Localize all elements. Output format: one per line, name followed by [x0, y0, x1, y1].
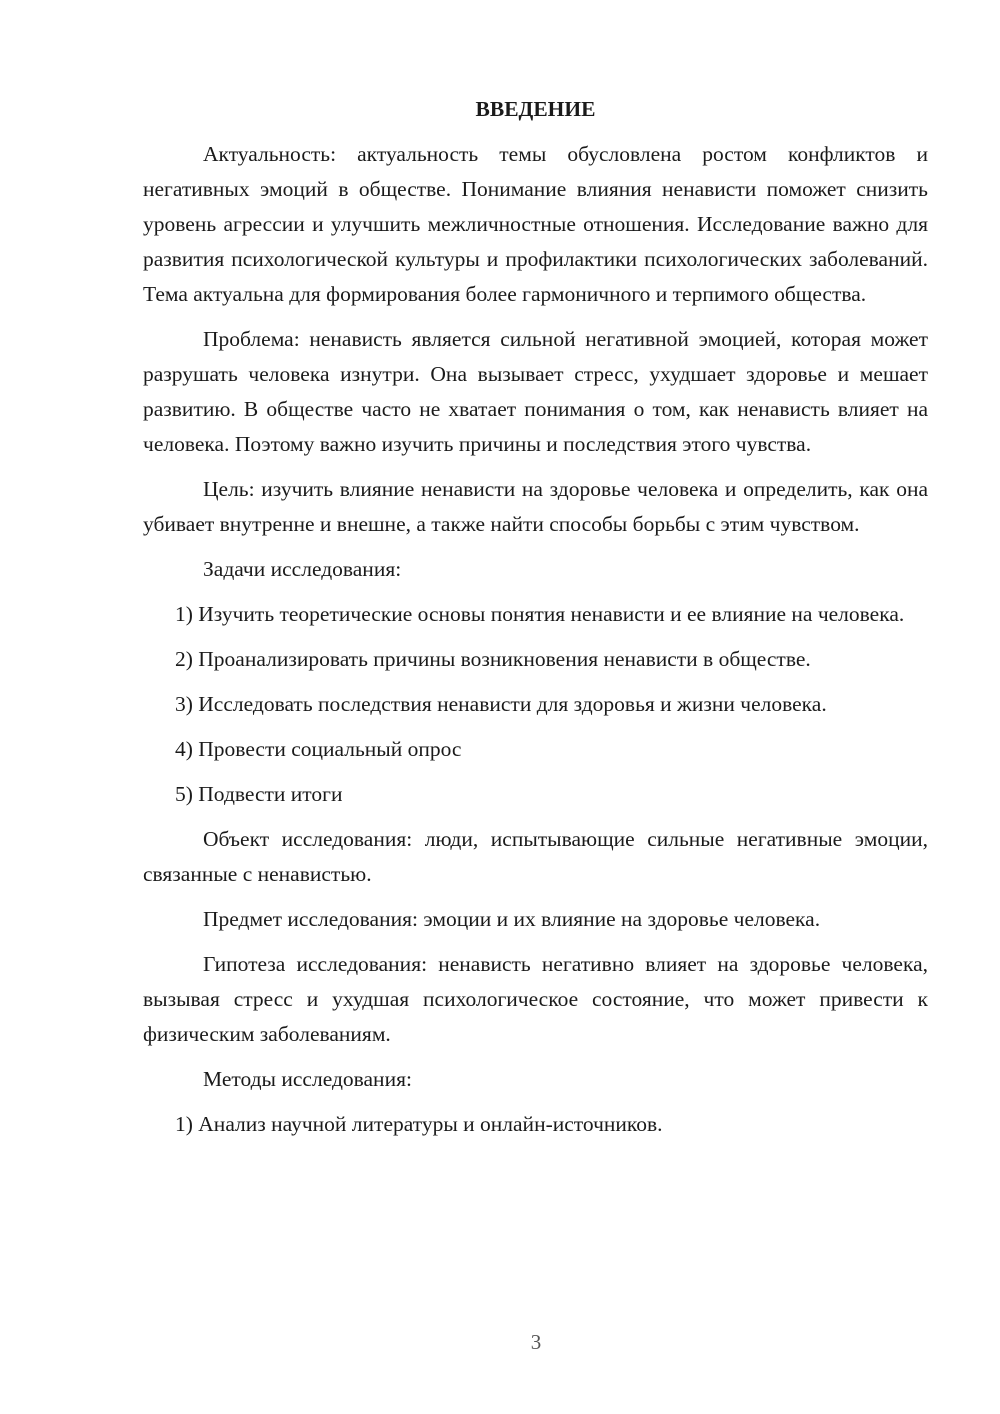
tasks-heading: Задачи исследования: [203, 557, 402, 581]
method-item-1: 1) Анализ научной литературы и онлайн-источников. [175, 1112, 663, 1136]
hypothesis-paragraph: Гипотеза исследования: ненависть негативно влияет на здоровье человека, вызывая стресс и ухудшая психологическое состояние, что может привести к физическим заболеваниям. [143, 952, 928, 1046]
task-item-4: 4) Провести социальный опрос [175, 737, 462, 761]
relevance-paragraph: Актуальность: актуальность темы обусловлена ростом конфликтов и негативных эмоций в обществе. Понимание влияния ненависти поможет снизить уровень агрессии и улучшить межличностные отношения. Исследование важно для развития психологической культуры и профилактики психологических заболеваний. Тема актуальна для формирования более гармоничного и терпимого общества. [143, 142, 928, 306]
methods-heading: Методы исследования: [203, 1067, 412, 1091]
goal-paragraph: Цель: изучить влияние ненависти на здоровье человека и определить, как она убивает внутренне и внешне, а также найти способы борьбы с этим чувством. [143, 477, 928, 536]
subject-paragraph: Предмет исследования: эмоции и их влияние на здоровье человека. [203, 907, 821, 931]
object-paragraph: Объект исследования: люди, испытывающие сильные негативные эмоции, связанные с ненавистью. [143, 827, 928, 886]
task-item-5: 5) Подвести итоги [175, 782, 343, 806]
page-number: 3 [530, 1330, 542, 1354]
task-item-2: 2) Проанализировать причины возникновения ненависти в обществе. [175, 647, 811, 671]
task-item-3: 3) Исследовать последствия ненависти для здоровья и жизни человека. [175, 692, 827, 716]
document-page [143, 92, 928, 1152]
task-item-1: 1) Изучить теоретические основы понятия ненависти и ее влияние на человека. [175, 602, 905, 626]
section-title: ВВЕДЕНИЕ [475, 97, 596, 121]
problem-paragraph: Проблема: ненависть является сильной негативной эмоцией, которая может разрушать человека изнутри. Она вызывает стресс, ухудшает здоровье и мешает развитию. В обществе часто не хватает понимания о том, как ненависть влияет на человека. Поэтому важно изучить причины и последствия этого чувства. [143, 327, 928, 456]
